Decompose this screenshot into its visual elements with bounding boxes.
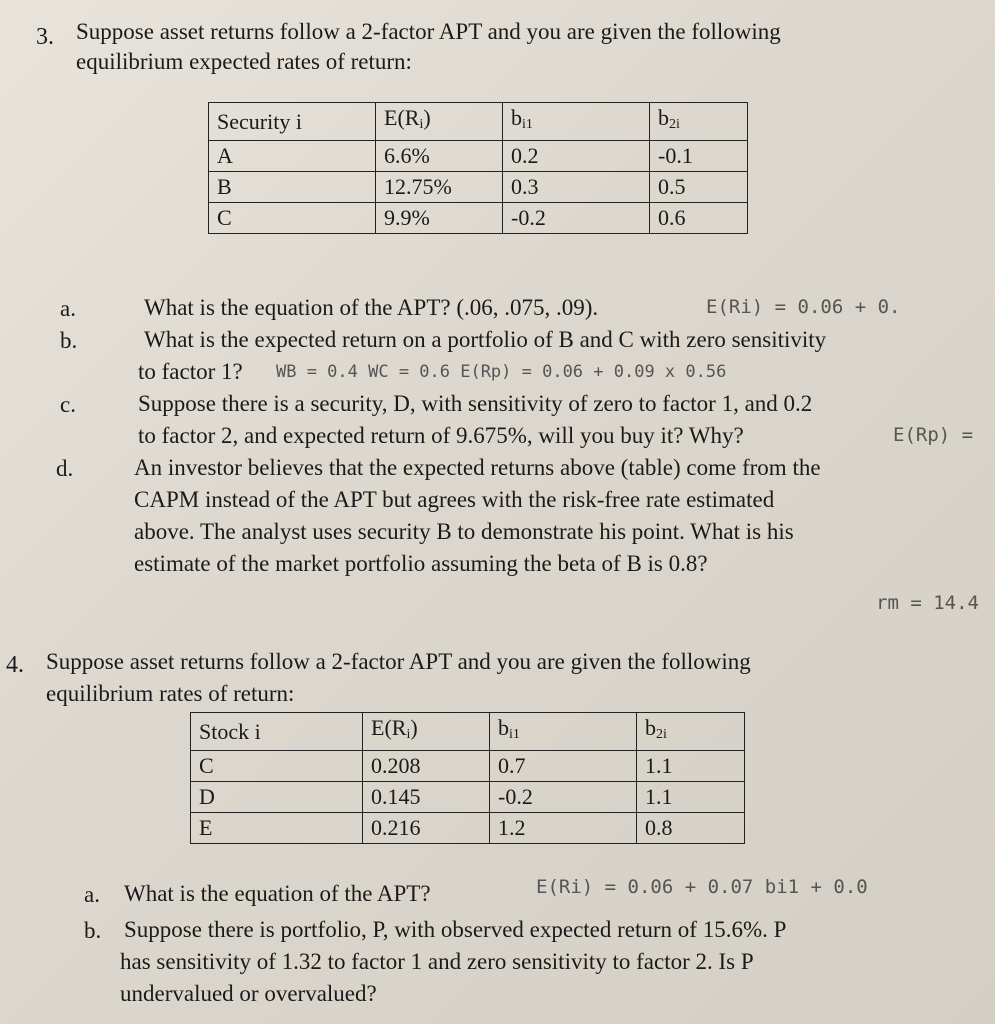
cell: 9.9% xyxy=(376,203,503,234)
header-stock: Stock i xyxy=(191,713,363,751)
q3-a-handwriting: E(Ri) = 0.06 + 0. xyxy=(706,296,901,318)
table-row xyxy=(209,141,748,172)
q3-part-c-line2: to factor 2, and expected return of 9.675%, will you buy it? Why? xyxy=(138,423,744,448)
q4-part-b-label: b. xyxy=(84,918,102,943)
cell: 6.6% xyxy=(376,141,503,172)
q3-part-b-line2: to factor 1? xyxy=(138,359,243,384)
q4-part-b-line3: undervalued or overvalued? xyxy=(120,981,377,1006)
q3-part-d-line3: above. The analyst uses security B to demonstrate his point. What is his xyxy=(134,519,794,544)
cell: C xyxy=(209,203,376,234)
cell: 0.2 xyxy=(503,141,650,172)
cell: B xyxy=(209,172,376,203)
cell: C xyxy=(191,751,363,782)
cell: -0.2 xyxy=(490,782,637,813)
q4-intro-line1: Suppose asset returns follow a 2-factor APT and you are given the following xyxy=(46,649,751,674)
cell: 0.216 xyxy=(363,813,490,844)
q3-d-handwriting: rm = 14.4 xyxy=(876,592,979,614)
q3-b-handwriting: WB = 0.4 WC = 0.6 E(Rp) = 0.06 + 0.09 x 0.56 xyxy=(276,362,727,382)
cell: 12.75% xyxy=(376,172,503,203)
q4-part-b-line1: Suppose there is portfolio, P, with observed expected return of 15.6%. P xyxy=(124,917,787,942)
cell: 1.2 xyxy=(490,813,637,844)
cell: 0.8 xyxy=(637,813,745,844)
cell: A xyxy=(209,141,376,172)
cell: 0.208 xyxy=(363,751,490,782)
cell: 0.6 xyxy=(650,203,748,234)
cell: -0.1 xyxy=(650,141,748,172)
q3-part-a-label: a. xyxy=(60,296,76,321)
q3-intro-line2: equilibrium expected rates of return: xyxy=(76,49,412,74)
q4-intro-line2: equilibrium rates of return: xyxy=(46,681,295,706)
q4-part-a-text: What is the equation of the APT? xyxy=(124,881,431,906)
table-row xyxy=(191,751,745,782)
q3-part-d-line2: CAPM instead of the APT but agrees with the risk-free rate estimated xyxy=(134,487,775,512)
header-security: Security i xyxy=(209,103,376,141)
table-row xyxy=(191,813,745,844)
cell: 0.5 xyxy=(650,172,748,203)
header-expected-return: $E(R_i)$ xyxy=(376,103,503,141)
table-header-row xyxy=(209,103,748,141)
cell: 1.1 xyxy=(637,751,745,782)
q3-part-d-line4: estimate of the market portfolio assuming the beta of B is 0.8? xyxy=(134,551,708,576)
q3-part-b-label: b. xyxy=(60,328,78,353)
q3-part-d-line1: An investor believes that the expected returns above (table) come from the xyxy=(134,455,821,480)
q3-table xyxy=(208,102,748,234)
header-b2: $b_{2i}$ xyxy=(637,713,745,751)
cell: E xyxy=(191,813,363,844)
q3-part-b-line1: What is the expected return on a portfolio of B and C with zero sensitivity xyxy=(144,327,827,352)
table-row xyxy=(191,782,745,813)
table-row xyxy=(209,172,748,203)
table-header-row xyxy=(191,713,745,751)
cell: D xyxy=(191,782,363,813)
cell: 1.1 xyxy=(637,782,745,813)
cell: -0.2 xyxy=(503,203,650,234)
q3-part-c-line1: Suppose there is a security, D, with sensitivity of zero to factor 1, and 0.2 xyxy=(138,391,813,416)
q3-number: 3. xyxy=(36,24,54,50)
cell: 0.145 xyxy=(363,782,490,813)
q4-a-handwriting: E(Ri) = 0.06 + 0.07 bi1 + 0.0 xyxy=(536,876,868,898)
q3-intro-line1: Suppose asset returns follow a 2-factor APT and you are given the following xyxy=(76,19,781,44)
header-b1: $b_{i1}$ xyxy=(490,713,637,751)
cell: 0.7 xyxy=(490,751,637,782)
q3-part-a-text: What is the equation of the APT? (.06, .075, .09). xyxy=(144,295,599,320)
q3-c-handwriting: E(Rp) = xyxy=(893,424,974,446)
header-b2: $b_{2i}$ xyxy=(650,103,748,141)
q3-part-c-label: c. xyxy=(60,392,76,417)
q3-part-d-label: d. xyxy=(56,456,74,481)
q4-table xyxy=(190,712,745,844)
q4-number: 4. xyxy=(6,652,24,678)
q4-part-b-line2: has sensitivity of 1.32 to factor 1 and zero sensitivity to factor 2. Is P xyxy=(120,949,754,974)
table-row xyxy=(209,203,748,234)
header-b1: $b_{i1}$ xyxy=(503,103,650,141)
cell: 0.3 xyxy=(503,172,650,203)
q4-part-a-label: a. xyxy=(84,882,100,907)
header-expected-return: $E(R_i)$ xyxy=(363,713,490,751)
